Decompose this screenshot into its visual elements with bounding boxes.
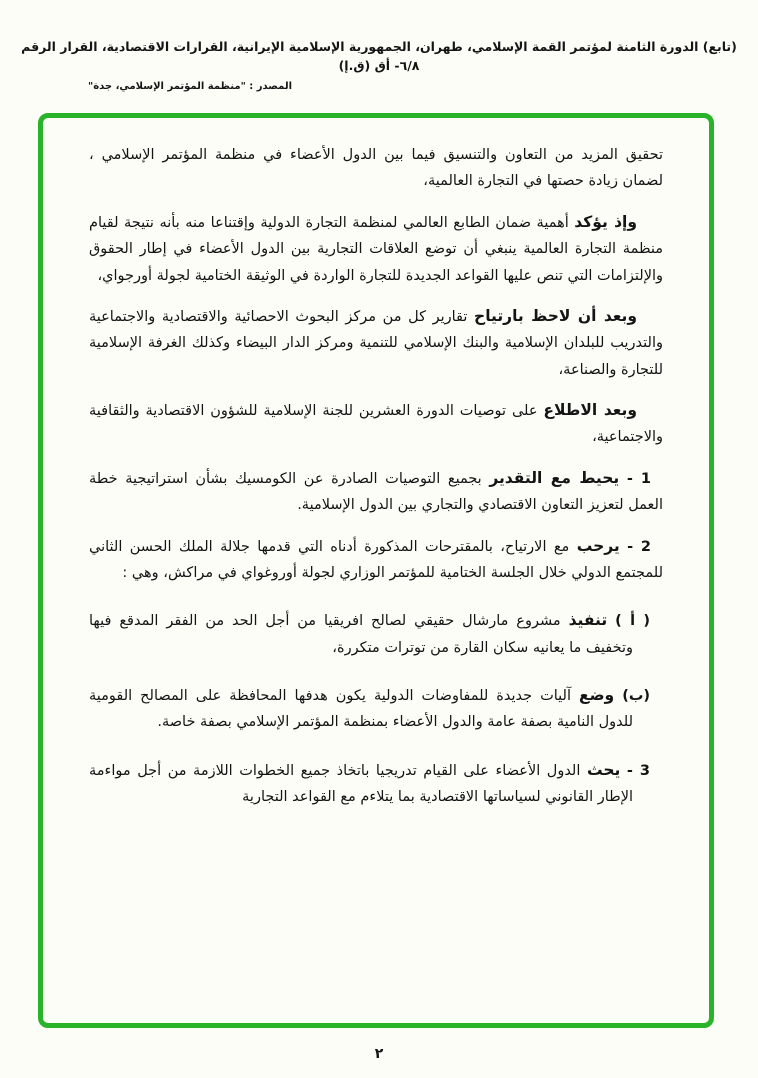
item-text: بجميع التوصيات الصادرة عن الكومسيك بشأن استراتيجية خطة العمل لتعزيز التعاون الاقتصادي والتجاري بين الدول الإسلامية. bbox=[89, 470, 663, 514]
bold-lead: يحيط مع التقدير bbox=[489, 468, 620, 487]
list-item-1 bbox=[89, 464, 663, 519]
green-border-frame bbox=[38, 113, 714, 1028]
paragraph-reviewing bbox=[89, 396, 663, 451]
page-number: ٢ bbox=[374, 1046, 384, 1062]
page-header bbox=[0, 0, 758, 92]
item-marker: ( أ ) bbox=[615, 613, 651, 630]
bold-lead: وإذ يؤكد bbox=[574, 212, 637, 231]
header-source: المصدر : "منظمة المؤتمر الإسلامي، جدة" bbox=[88, 80, 293, 92]
bold-lead: يحث bbox=[586, 760, 621, 779]
item-marker: 3 - bbox=[626, 762, 650, 779]
paragraph-text: تقارير كل من مركز البحوث الاحصائية والاقتصادية والاجتماعية والتدريب للبلدان الإسلامية والبنك الإسلامي للتنمية ومركز الدار البيضاء وكذلك الغرفة الإسلامية للتجارة والصناعة، bbox=[89, 308, 663, 378]
item-text: آليات جديدة للمفاوضات الدولية يكون هدفها المحافظة على المصالح القومية للدول النامية بصفة عامة والدول الأعضاء بمنظمة المؤتمر الإسلامي بصفة خاصة. bbox=[89, 688, 633, 731]
sub-item-a bbox=[89, 606, 663, 661]
paragraph-affirming bbox=[89, 208, 663, 289]
item-marker: 2 - bbox=[627, 538, 652, 555]
sub-item-b bbox=[89, 681, 663, 736]
paragraph-text: على توصيات الدورة العشرين للجنة الإسلامية للشؤون الاقتصادية والثقافية والاجتماعية، bbox=[89, 403, 663, 446]
item-marker: 1 - bbox=[626, 470, 651, 487]
paragraph-continuation bbox=[89, 142, 663, 195]
bold-lead: وبعد الاطلاع bbox=[543, 401, 637, 419]
bold-lead: تنفيذ bbox=[568, 611, 608, 630]
list-item-2 bbox=[89, 532, 663, 587]
item-text: مشروع مارشال حقيقي لصالح افريقيا من أجل الحد من الفقر المدقع فيها وتخفيف ما يعانيه سكان القارة من توترات متكررة، bbox=[89, 613, 633, 656]
item-marker: (ب) bbox=[622, 688, 651, 704]
item-text: مع الارتياح، بالمقترحات المذكورة أدناه التي قدمها جلالة الملك الحسن الثاني للمجتمع الدولي خلال الجلسة الختامية للمؤتمر الوزاري لجولة أوروغواي في مراكش، وهي : bbox=[89, 538, 663, 581]
paragraph-text: أهمية ضمان الطابع العالمي لمنظمة التجارة الدولية وإقتناعا منه بأنه نتيجة لقيام منظمة التجارة العالمية ينبغي أن توضع العلاقات التجارية بين الدول الأعضاء في إطار الحقوق والإلتزامات التي تنص عليها القواعد الجديدة للتجارة الواردة في الوثيقة الختامية لجولة أورجواي، bbox=[89, 214, 663, 284]
header-title: (تابع) الدورة الثامنة لمؤتمر القمة الإسلامي، طهران، الجمهورية الإسلامية الإيرانية، القرارات الاقتصادية، القرار الرقم ٦/٨- أق (ق.إ) bbox=[21, 39, 737, 73]
paragraph-noting-reports bbox=[89, 302, 663, 383]
paragraph-text: تحقيق المزيد من التعاون والتنسيق فيما بين الدول الأعضاء في منظمة المؤتمر الإسلامي ، لضمان زيادة حصتها في التجارة العالمية، bbox=[89, 147, 663, 190]
page-footer bbox=[0, 1046, 758, 1062]
list-item-3 bbox=[89, 756, 663, 811]
bold-lead: وبعد أن لاحظ بارتياح bbox=[474, 306, 637, 325]
item-text: الدول الأعضاء على القيام تدريجيا باتخاذ جميع الخطوات اللازمة من أجل مواءمة الإطار القانوني لسياساتها الاقتصادية بما يتلاءم مع القواعد التجارية bbox=[89, 762, 633, 806]
bold-lead: يرحب bbox=[576, 536, 620, 555]
document-body bbox=[43, 118, 709, 832]
bold-lead: وضع bbox=[578, 686, 615, 704]
